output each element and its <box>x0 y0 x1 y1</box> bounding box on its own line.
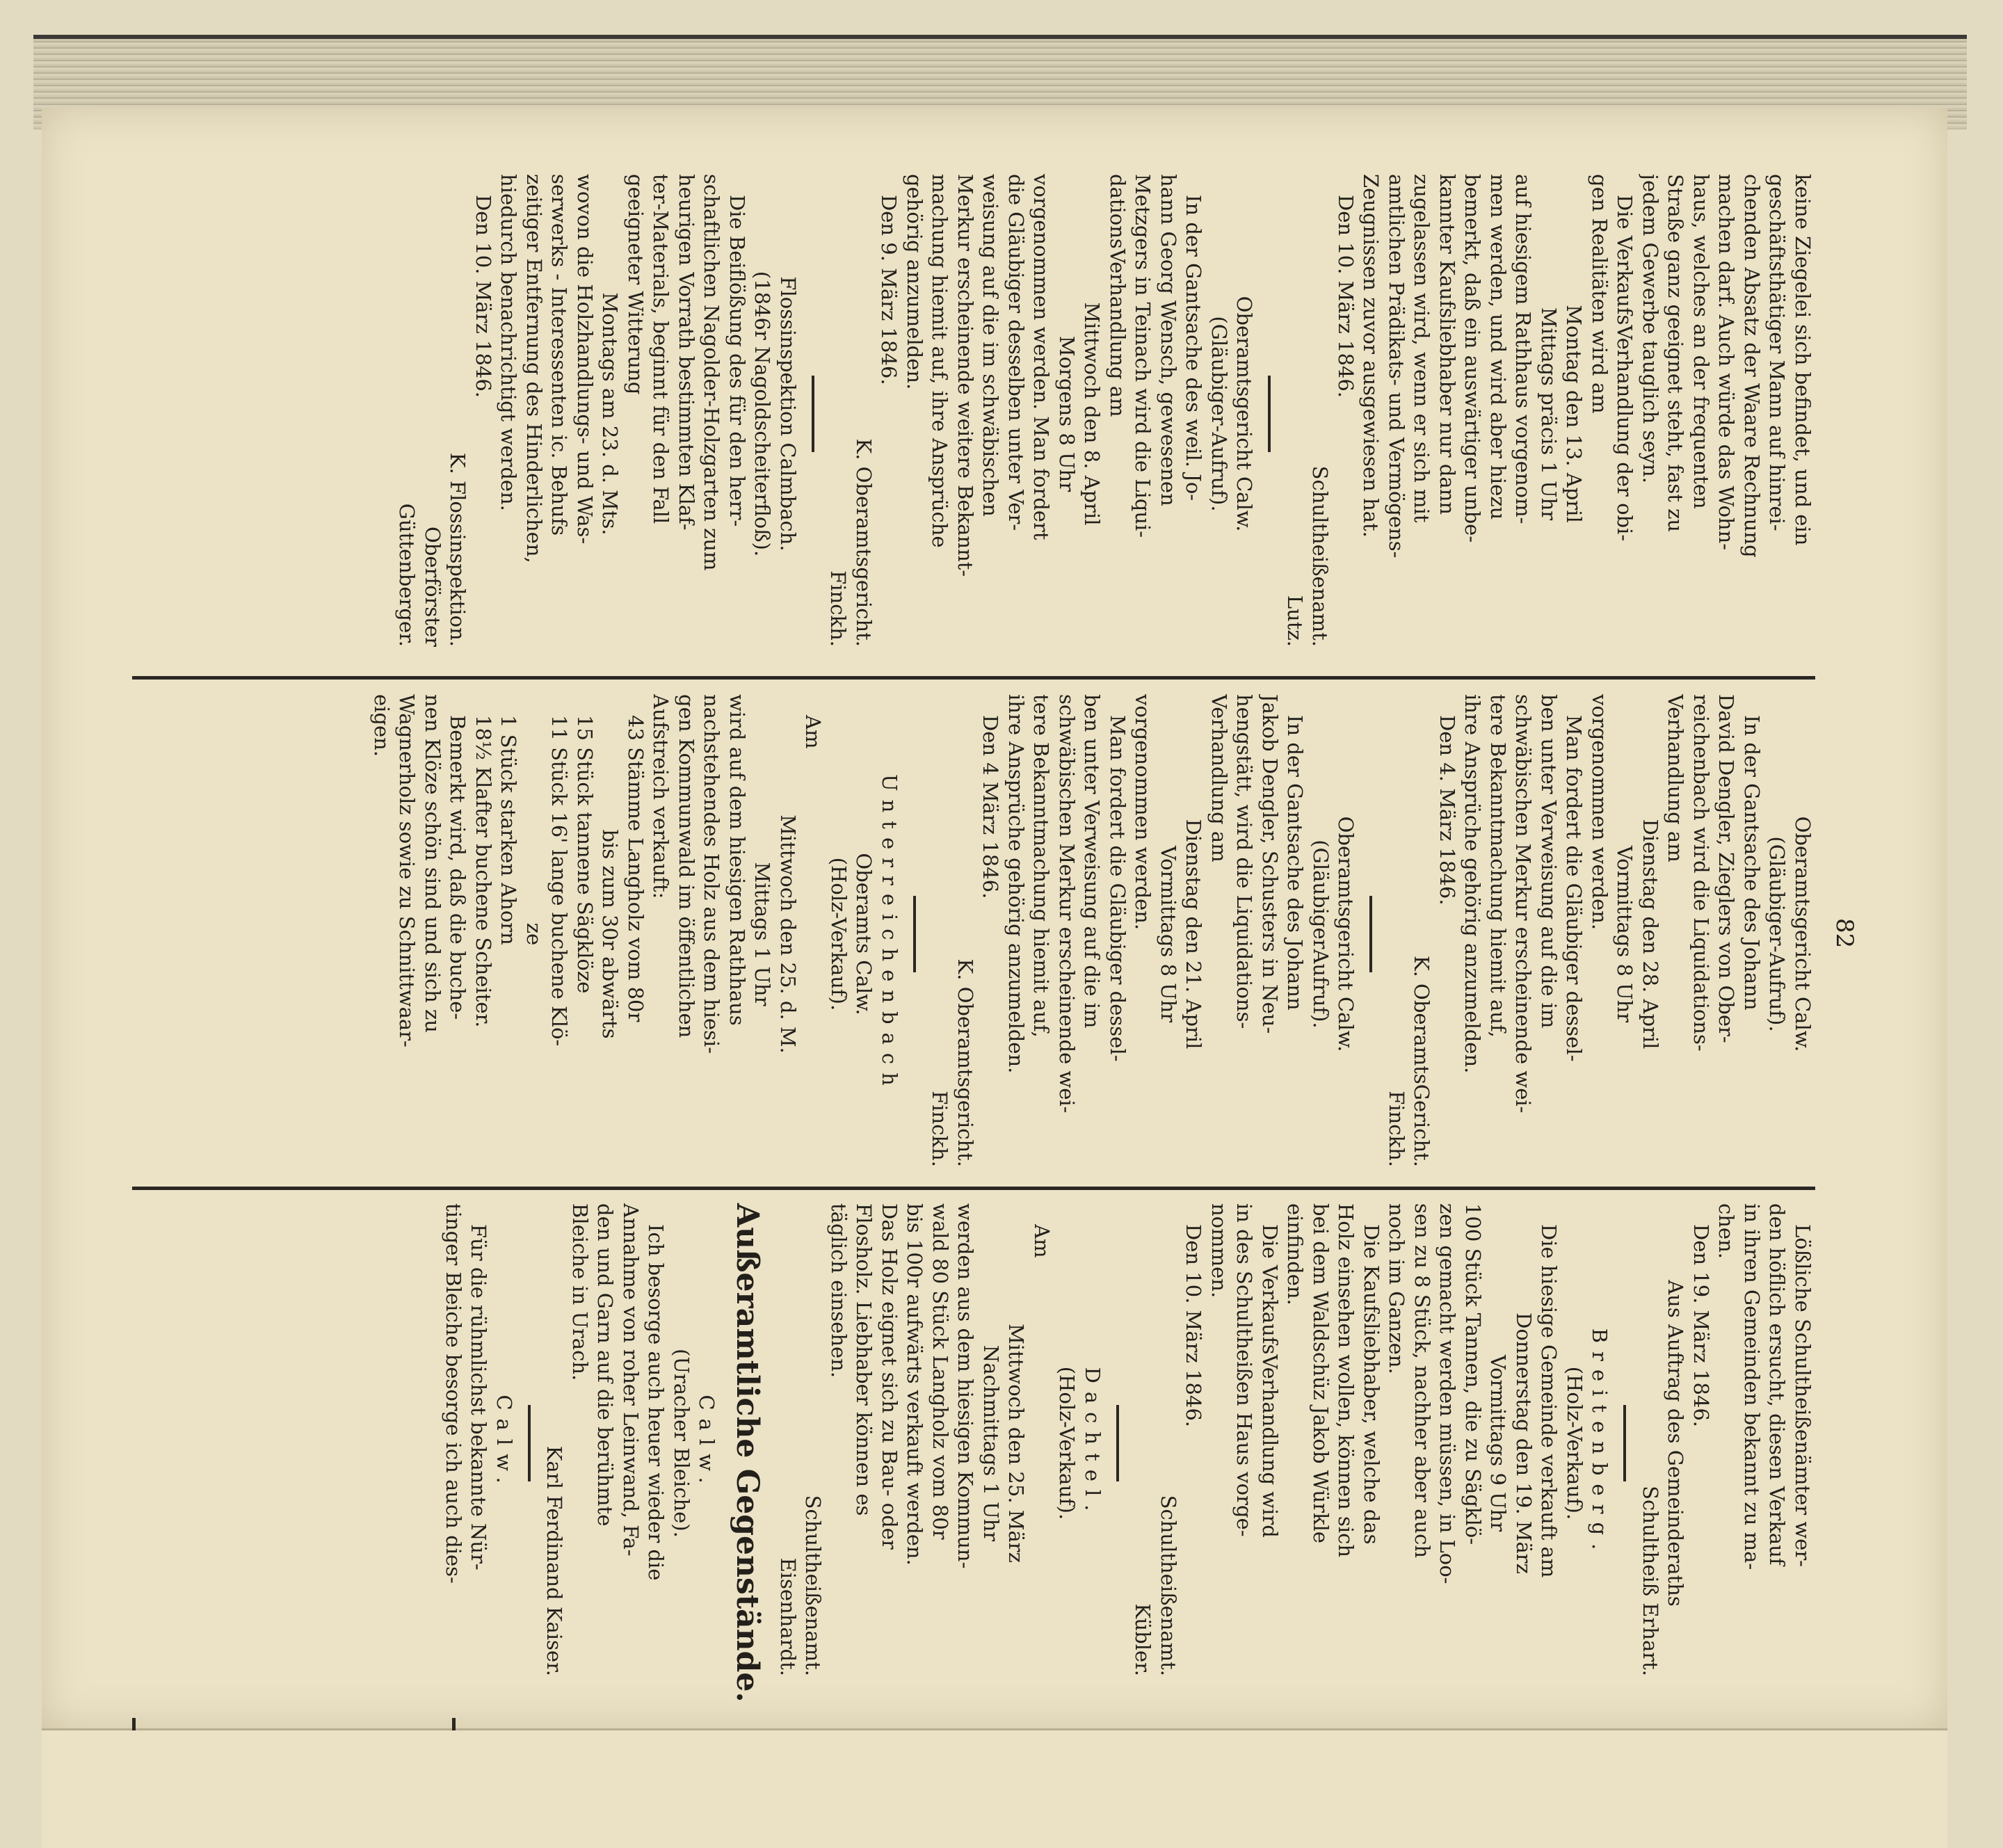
notice-divider <box>528 1405 531 1481</box>
column-rule <box>132 1187 1815 1190</box>
text-line: werden aus dem hiesigen Kommun- <box>954 1203 978 1569</box>
text-line: Dienstag den 21. April <box>1182 819 1206 1050</box>
text-line: Oberamtsgericht Calw. <box>1232 296 1257 532</box>
text-line: hengstätt, wird die Liquidations- <box>1232 694 1257 1029</box>
text-line: ihre Ansprüche gehörig anzumelden. <box>1004 694 1028 1074</box>
text-line: Mittwoch den 25. d. M. <box>776 814 800 1054</box>
text-line: täglich einsehen. <box>827 1203 851 1379</box>
text-line: Finckh. <box>1385 1091 1408 1167</box>
text-line: hann Georg Wensch, gewesenen <box>1157 174 1180 506</box>
text-line: Flosholz. Liebhaber können es <box>852 1203 876 1516</box>
text-line: Eisenhardt. <box>776 1557 800 1676</box>
text-line: ben unter Verweisung auf die im <box>1537 694 1561 1029</box>
text-line: Die Beiflößung des für den herr- <box>725 195 749 527</box>
text-line: Das Holz eignet sich zu Bau- oder <box>878 1203 901 1550</box>
text-line: Den 10. März 1846. <box>472 195 495 399</box>
text-line: Am <box>1030 1224 1054 1258</box>
text-line: Finckh. <box>826 570 851 647</box>
notice <box>775 1203 1106 1683</box>
text-line: Die VerkaufsVerhandlung wird <box>1258 1224 1282 1538</box>
text-line: reichenbach wird die Liquidations- <box>1689 694 1713 1052</box>
text-line: Nachmittags 1 Uhr <box>979 1344 1003 1542</box>
text-line: Morgens 8 Uhr <box>1055 335 1079 492</box>
text-line: Den 10. März 1846. <box>1334 195 1358 399</box>
text-line: schwäbischen Merkur erscheinende wei- <box>1511 694 1536 1114</box>
text-line: K. Oberamtsgericht. <box>954 958 977 1167</box>
text-line: In der Gantsache des weil. Jo- <box>1182 195 1206 501</box>
column-2 <box>362 694 1816 1174</box>
text-line: Bleiche in Urach. <box>568 1203 592 1381</box>
text-line: Schultheißenamt. <box>801 1495 826 1676</box>
text-line: Jakob Dengler, Schusters in Neu- <box>1258 694 1282 1034</box>
text-line: Merkur erscheinende weitere Bekannt- <box>954 174 977 577</box>
text-line: 15 Stück tannene Sägklöze <box>573 715 597 994</box>
text-line: Flossinspektion Calmbach. <box>776 276 800 552</box>
text-line: Kübler. <box>1131 1603 1155 1676</box>
notice-divider <box>1116 1405 1119 1481</box>
text-line: hiedurch benachrichtigt werden. <box>497 174 521 511</box>
notice <box>1282 174 1816 654</box>
text-line: Für die rühmlichst bekannte Nür- <box>467 1224 491 1570</box>
text-line: chen. <box>1714 1203 1739 1259</box>
text-line: Aufstreich verkauft: <box>649 694 673 899</box>
text-line: Oberamtsgericht Calw. <box>1791 816 1815 1052</box>
text-line: Den 4 März 1846. <box>979 715 1003 899</box>
page-number: 82 <box>1831 918 1858 949</box>
text-line: Straße ganz geeignet steht, fast zu <box>1664 174 1688 533</box>
notice <box>369 694 903 1174</box>
notice-divider <box>1370 896 1373 972</box>
text-line: K. OberamtsGericht. <box>1410 955 1434 1167</box>
text-line: Montags am 23. d. Mts. <box>598 292 622 536</box>
text-line: serwerks - Interessenten ic. Behufs <box>547 174 572 536</box>
text-line: Breitenberg. <box>1588 1328 1612 1559</box>
text-line: 11 Stück 16' lange buchene Klö- <box>547 715 572 1047</box>
text-line: wird auf dem hiesigen Rathhaus <box>725 694 749 1026</box>
text-line: jedem Gewerbe tauglich seyn. <box>1639 174 1662 483</box>
column-rule <box>132 676 1815 680</box>
notice <box>1130 1203 1613 1683</box>
text-line: einfinden. <box>1283 1203 1308 1305</box>
text-line: ter-Materials, beginnt für den Fall <box>649 174 673 524</box>
text-line: Calw. <box>492 1395 516 1492</box>
text-line: eigen. <box>370 694 394 757</box>
text-line: tere Bekanntmachung hiemit auf, <box>1486 694 1510 1038</box>
text-line: Donnerstag den 19. März <box>1512 1312 1536 1574</box>
notice-divider <box>1624 1405 1627 1481</box>
text-line: heurigen Vorrath bestimmten Klaf- <box>675 174 698 531</box>
text-line: geschäftsthätiger Mann auf hinrei- <box>1765 174 1789 531</box>
text-line: men werden, und wird aber hiezu <box>1486 174 1510 520</box>
gutter-mark <box>132 1718 136 1730</box>
text-line: Schultheiß Erhart. <box>1639 1486 1662 1676</box>
text-line: den höflich ersucht, diesen Verkauf <box>1765 1203 1789 1566</box>
text-line: vorgenommen werden. Man fordert <box>1029 174 1054 540</box>
text-line: K. Oberamtsgericht. <box>852 438 876 647</box>
text-line: Unterreichenbach <box>878 774 901 1094</box>
text-line: Lutz. <box>1283 595 1307 647</box>
text-line: zeitiger Entfernung des Hinderlichen, <box>522 174 546 563</box>
text-line: Wagnerholz sowie zu Schnittwaar- <box>395 694 419 1047</box>
text-line: machen darf. Auch würde das Wohn- <box>1714 174 1739 551</box>
text-line: Schultheißenamt. <box>1157 1495 1180 1676</box>
text-line: Dachtel. <box>1081 1367 1104 1520</box>
text-line: chenden Absatz der Waare Rechnung <box>1740 174 1764 558</box>
column-1 <box>387 174 1815 654</box>
text-line: bis zum 30r abwärts <box>598 829 622 1039</box>
text-line: Calw. <box>695 1395 719 1492</box>
text-line: tinger Bleiche besorge ich auch dies- <box>442 1203 465 1584</box>
section-heading-block <box>727 1203 769 1703</box>
notice <box>542 1203 720 1683</box>
text-line: Verhandlung am <box>1207 694 1231 862</box>
notice-divider <box>913 896 916 972</box>
text-line: Lößliche Schultheißenämter wer- <box>1791 1224 1815 1567</box>
text-line: wovon die Holzhandlungs- und Was- <box>573 174 597 545</box>
text-line: K. Flossinspektion. <box>446 452 470 647</box>
text-line: Mittwoch den 8. April <box>1080 302 1104 526</box>
text-line: vorgenommen werden. <box>1588 694 1611 931</box>
text-line: in des Schultheißen Haus vorge- <box>1232 1203 1257 1537</box>
text-line: Den 4. März 1846. <box>1435 715 1459 906</box>
text-line: ben unter Verweisung auf die im <box>1080 694 1104 1029</box>
text-line: Mittags 1 Uhr <box>750 862 775 1006</box>
text-line: In der Gantsache des Johann <box>1283 715 1308 1011</box>
text-line: (Holz-Verkauf). <box>1563 1366 1586 1520</box>
text-line: Die VerkaufsVerhandlung der obi- <box>1613 195 1637 542</box>
text-line: Am <box>801 715 826 749</box>
notice-divider <box>812 376 814 452</box>
text-line: Metzgers in Teinach wird die Liqui- <box>1131 174 1155 538</box>
notice <box>826 174 1257 654</box>
text-line: gen Kommunwald im öffentlichen <box>675 694 698 1038</box>
text-line: In der Gantsache des Johann <box>1740 715 1764 1011</box>
text-line: 100 Stück Tannen, die zu Sägklö- <box>1461 1203 1485 1545</box>
gutter-mark <box>452 1718 456 1730</box>
text-line: sen zu 8 Stück, nachher aber auch <box>1410 1203 1434 1559</box>
text-line: Zeugnissen zuvor ausgewiesen hat. <box>1359 174 1383 538</box>
text-line: 18½ Klafter buchene Scheiter. <box>472 715 495 1028</box>
notice-divider <box>1269 376 1271 452</box>
text-line: Die hiesige Gemeinde verkauft am <box>1537 1224 1561 1578</box>
text-line: keine Ziegelei sich befindet, und ein <box>1791 174 1815 546</box>
text-line: dationsVerhandlung am <box>1106 174 1129 417</box>
text-line: Dienstag den 28. April <box>1639 819 1662 1050</box>
text-line: geeigneter Witterung <box>624 174 647 395</box>
text-line: noch im Ganzen. <box>1385 1203 1409 1374</box>
text-line: Man fordert die Gläubiger dessel- <box>1562 715 1586 1062</box>
text-line: Den 9. März 1846. <box>877 195 901 385</box>
text-line: nachstehendes Holz aus dem hiesi- <box>700 694 724 1054</box>
text-line: nen Klöze schön sind und sich zu <box>421 694 444 1033</box>
text-line: weisung auf die im schwäbischen <box>979 174 1003 517</box>
text-line: die Gläubiger desselben unter Ver- <box>1004 174 1028 531</box>
text-line: Finckh. <box>928 1091 952 1167</box>
text-line: Verhandlung am <box>1664 694 1688 862</box>
notice <box>441 1203 517 1683</box>
text-line: Die Kaufsliebhaber, welche das <box>1360 1224 1383 1545</box>
text-line: den und Garn auf die berühmte <box>593 1203 618 1527</box>
text-line: gehörig anzumelden. <box>903 174 926 390</box>
text-line: zen gemacht werden müssen, in Loo- <box>1435 1203 1460 1584</box>
text-line: schaftlichen Nagolder-Holzgarten zum <box>700 174 724 571</box>
text-line: (1846r Nagoldscheiterfloß). <box>750 271 775 557</box>
text-line: Karl Ferdinand Kaiser. <box>542 1445 567 1676</box>
text-line: Holz einsehen wollen, können sich <box>1334 1203 1358 1558</box>
text-line: Schultheißenamt. <box>1308 465 1333 647</box>
text-line: (Holz-Verkauf). <box>1055 1366 1079 1520</box>
notice <box>1384 694 1816 1174</box>
text-line: amtlichen Prädikats- und Vermögens- <box>1385 174 1408 559</box>
text-line: (Uracher Bleiche). <box>670 1349 693 1538</box>
text-line: Den 19. März 1846. <box>1689 1224 1713 1428</box>
text-line: Güttenberger. <box>395 503 419 647</box>
text-line: bis 100r aufwärts verkauft werden. <box>903 1203 927 1566</box>
text-line: (GläubigerAufruf). <box>1309 839 1333 1029</box>
text-line: (Gläubiger-Aufruf). <box>1207 316 1231 512</box>
text-line: Oberförster <box>421 527 444 647</box>
text-line: Vormittags 9 Uhr <box>1486 1354 1511 1532</box>
text-line: 1 Stück starken Ahorn <box>497 715 521 945</box>
text-line: Den 10. März 1846. <box>1182 1224 1206 1428</box>
text-line: (Holz-Verkauf). <box>827 857 851 1011</box>
text-line: nommen. <box>1207 1203 1231 1299</box>
text-line: zugelassen wird, wenn er sich mit <box>1410 174 1434 523</box>
text-line: Oberamtsgericht Calw. <box>1334 816 1358 1052</box>
text-line: Mittags präcis 1 Uhr <box>1537 307 1561 521</box>
text-line: ze <box>522 922 546 946</box>
text-line: tere Bekanntmachung hiemit auf, <box>1029 694 1054 1038</box>
text-line: Mittwoch den 25. März <box>1004 1324 1029 1563</box>
text-line: 43 Stämme Langholz vom 80r <box>624 715 647 1022</box>
text-line: kannter Kaufsliebhaber nur dann <box>1435 174 1459 515</box>
section-heading: Außeramtliche Gegenstände. <box>730 1203 766 1703</box>
text-line: (Gläubiger-Aufruf). <box>1765 836 1789 1032</box>
text-line: gen Realitäten wird am <box>1588 174 1611 414</box>
text-line: schwäbischen Merkur erscheinende wei- <box>1055 694 1079 1114</box>
text-line: Aus Auftrag des Gemeinderaths <box>1664 1280 1688 1607</box>
text-line: haus, welches an der frequenten <box>1689 174 1713 509</box>
text-line: Bemerkt wird, daß die buche- <box>446 715 470 1020</box>
text-line: Oberamts Calw. <box>852 853 876 1015</box>
text-line: Man fordert die Gläubiger dessel- <box>1106 715 1129 1062</box>
text-line: wald 80 Stück Langholz vom 80r <box>928 1203 952 1540</box>
next-page-sheet <box>42 1728 1947 1848</box>
text-line: Vormittags 8 Uhr <box>1613 845 1637 1023</box>
text-line: vorgenommen werden. <box>1131 694 1155 931</box>
column-3 <box>434 1203 1816 1703</box>
notice <box>927 694 1359 1174</box>
text-line: auf hiesigem Rathhaus vorgenom- <box>1511 174 1536 524</box>
text-line: Annahme von roher Leinwand, Fa- <box>619 1203 643 1557</box>
text-line: bemerkt, daß ein auswärtiger unbe- <box>1461 174 1485 543</box>
text-line: Montag den 13. April <box>1562 305 1586 523</box>
text-line: Vormittags 8 Uhr <box>1157 845 1180 1023</box>
text-line: David Dengler, Zieglers von Ober- <box>1714 694 1739 1043</box>
text-line: ihre Ansprüche gehörig anzumelden. <box>1461 694 1485 1074</box>
text-line: Ich besorge auch heuer wieder die <box>644 1224 668 1581</box>
text-line: bei dem Waldschüz Jakob Würkle <box>1309 1203 1333 1543</box>
notice <box>1638 1203 1816 1683</box>
rotated-text-block <box>56 174 1864 1704</box>
text-line: machung hiemit auf, ihre Ansprüche <box>928 174 952 548</box>
text-line: in ihren Gemeinden bekannt zu ma- <box>1740 1203 1764 1570</box>
notice <box>394 174 801 654</box>
